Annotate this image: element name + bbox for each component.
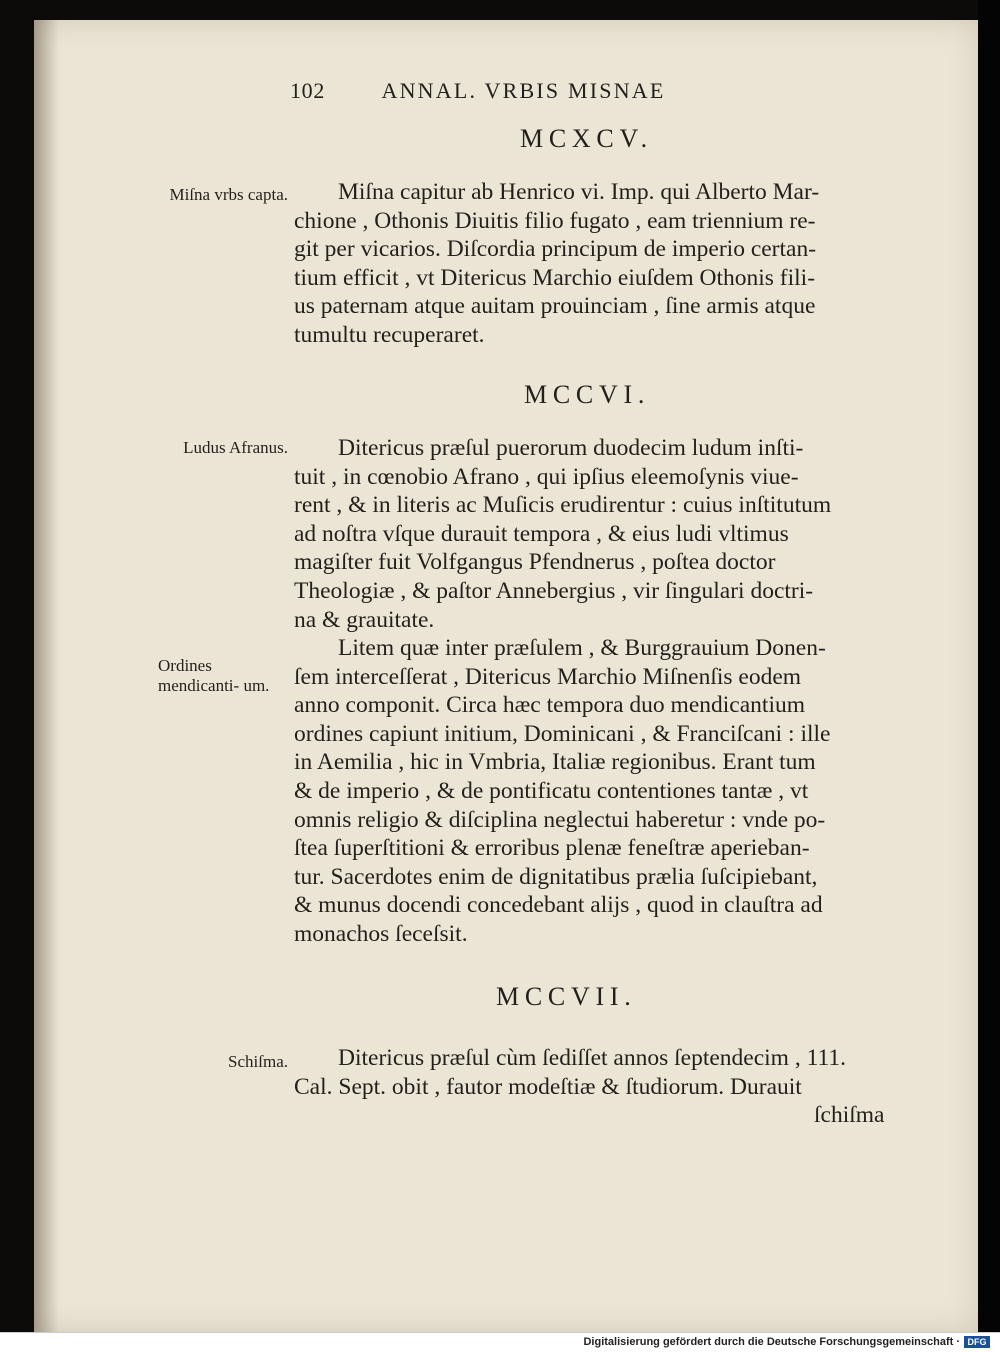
text-line: Ditericus præſul puerorum duodecim ludum inſti- bbox=[338, 435, 804, 461]
text-line: ad noſtra vſque durauit tempora , & eius ludi vltimus bbox=[294, 520, 789, 547]
paragraph bbox=[294, 178, 911, 350]
text-line: Cal. Sept. obit , fautor modeſtiæ & ſtudiorum. Durauit bbox=[294, 1073, 802, 1100]
text-line: git per vicarios. Diſcordia principum de imperio certan- bbox=[294, 236, 817, 263]
text-line: na & grauitate. bbox=[294, 606, 435, 633]
text-line: ordines capiunt initium, Dominicani , & Franciſcani : ille bbox=[294, 720, 831, 747]
scan-frame-top bbox=[0, 0, 1000, 20]
margin-note: Ludus Afranus. bbox=[183, 438, 288, 457]
year-heading: MCCVII. bbox=[496, 982, 637, 1011]
dfg-logo-icon: DFG bbox=[964, 1336, 990, 1348]
funding-notice: Digitalisierung gefördert durch die Deutsche Forschungsgemeinschaft · bbox=[583, 1336, 960, 1348]
paragraph bbox=[294, 634, 911, 949]
text-line: chione , Othonis Diuitis filio fugato , eam triennium re- bbox=[294, 207, 816, 234]
scan-frame-left bbox=[0, 0, 34, 1351]
margin-note: Miſna vrbs capta. bbox=[169, 185, 288, 204]
text-line: tuit , in cœnobio Afrano , qui ipſius eleemoſynis viue- bbox=[294, 463, 799, 490]
text-line: Ditericus præſul cùm ſediſſet annos ſeptendecim , 111. bbox=[338, 1045, 846, 1071]
text-line: omnis religio & diſciplina neglectui haberetur : vnde po- bbox=[294, 806, 826, 833]
text-line: & de imperio , & de pontificatu contentiones tantæ , vt bbox=[294, 777, 809, 804]
text-line: in Aemilia , hic in Vmbria, Italiæ regionibus. Erant tum bbox=[294, 749, 816, 776]
margin-note: Schiſma. bbox=[228, 1052, 288, 1071]
text-line: Theologiæ , & paſtor Annebergius , vir ſingulari doctri- bbox=[294, 577, 814, 604]
year-heading: MCXCV. bbox=[520, 124, 653, 153]
text-line: rent , & in literis ac Muſicis erudirentur : cuius inſtitutum bbox=[294, 492, 832, 519]
text-line: & munus docendi concedebant alijs , quod in clauſtra ad bbox=[294, 892, 823, 919]
text-line: monachos ſeceſsit. bbox=[294, 920, 468, 947]
paragraph bbox=[294, 1044, 911, 1101]
year-heading: MCCVI. bbox=[524, 380, 651, 409]
text-line: Miſna capitur ab Henrico vi. Imp. qui Alberto Mar- bbox=[338, 179, 820, 205]
page-number: 102 bbox=[290, 78, 325, 103]
text-line: magiſter fuit Volfgangus Pfendnerus , poſtea doctor bbox=[294, 549, 776, 576]
scan-frame-right bbox=[978, 0, 1000, 1351]
text-line: ſem interceſſerat , Ditericus Marchio Miſnenſis eodem bbox=[294, 663, 802, 690]
margin-note: Ordines mendicanti- um. bbox=[158, 656, 270, 695]
book-page bbox=[34, 20, 978, 1332]
running-head bbox=[290, 78, 910, 108]
text-line: ſtea ſuperſtitioni & erroribus plenæ feneſtræ aperieban- bbox=[294, 835, 810, 862]
text-line: Litem quæ inter præſulem , & Burggrauium Donen- bbox=[338, 635, 826, 661]
catchword: ſchiſma bbox=[814, 1102, 885, 1128]
gutter-shadow bbox=[34, 20, 59, 1332]
text-line: tumultu recuperaret. bbox=[294, 321, 485, 348]
text-line: us paternam atque auitam prouinciam , ſine armis atque bbox=[294, 293, 816, 320]
text-line: anno componit. Circa hæc tempora duo mendicantium bbox=[294, 692, 805, 719]
paragraph bbox=[294, 434, 911, 634]
text-line: tur. Sacerdotes enim de dignitatibus prælia ſuſcipiebant, bbox=[294, 863, 818, 890]
text-line: tium efficit , vt Ditericus Marchio eiuſdem Othonis fili- bbox=[294, 264, 816, 291]
footer-bar bbox=[0, 1332, 1000, 1352]
running-title: ANNAL. VRBIS MISNAE bbox=[381, 78, 666, 103]
